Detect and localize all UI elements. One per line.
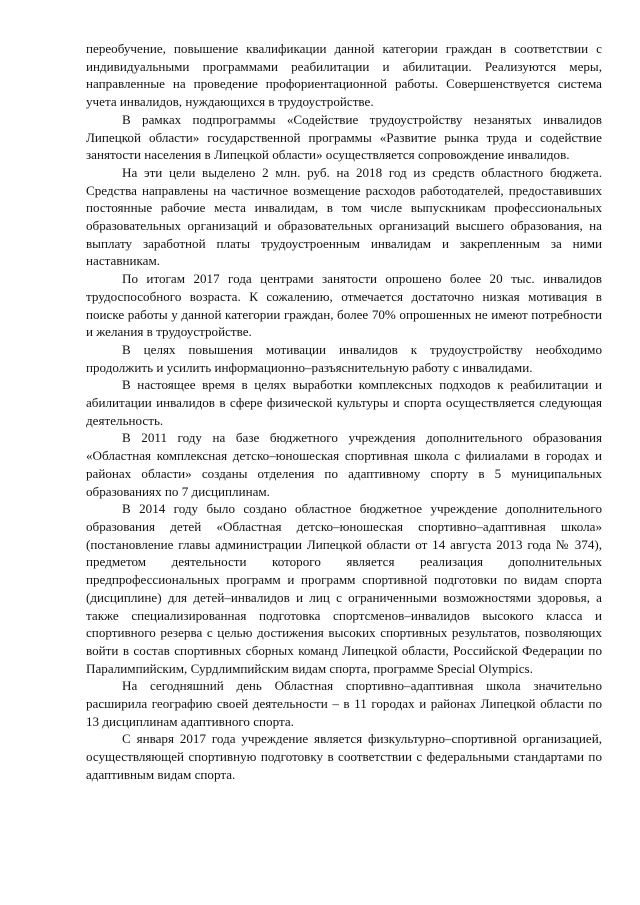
document-page — [86, 40, 602, 784]
paragraph-4: По итогам 2017 года центрами занятости опрошено более 20 тыс. инвалидов трудоспособного возраста. К сожалению, отмечается достаточно низкая мотивация в поиске работы у данной категории граждан, более 70% опрошенных не имеют потребности и желания в трудоустройстве. — [86, 271, 602, 340]
paragraph-8: В 2014 году было создано областное бюджетное учреждение дополнительного образования детей «Областная детско–юношеская спортивно–адаптивная школа» (постановление главы администрации Липецкой области от 14 августа 2013 года № 374), предметом деятельности которого является реализация дополнительных предпрофессиональных программ и программ спортивной подготовки по видам спорта (дисциплине) для детей–инвалидов и лиц с ограниченными возможностями здоровья, а также специализированная подготовка спортсменов–инвалидов высокого класса и спортивного резерва с целью достижения высоких спортивных результатов, позволяющих войти в состав спортивных сборных команд Липецкой области, Российской Федерации по Паралимпийским, Сурдлимпийским видам спорта, программе Special Olympics. — [86, 501, 602, 676]
paragraph-5: В целях повышения мотивации инвалидов к трудоустройству необходимо продолжить и усилить информационно–разъяснительную работу с инвалидами. — [86, 341, 602, 375]
paragraph-3: На эти цели выделено 2 млн. руб. на 2018 год из средств областного бюджета. Средства направлены на частичное возмещение расходов работодателей, предоставивших постоянные рабочие места инвалидам, в том числе выпускникам профессиональных образовательных организаций и образовательных организаций высшего образования, на выплату заработной платы трудоустроенным инвалидам и закрепленным за ними наставникам. — [86, 164, 602, 269]
paragraph-10: С января 2017 года учреждение является физкультурно–спортивной организацией, осуществляющей спортивную подготовку в соответствии с федеральными стандартами по адаптивным видам спорта. — [86, 731, 602, 782]
paragraph-7: В 2011 году на базе бюджетного учреждения дополнительного образования «Областная комплексная детско–юношеская спортивная школа с филиалами в городах и районах области» созданы отделения по адаптивному спорту в 5 муниципальных образованиях по 7 дисциплинам. — [86, 430, 602, 499]
paragraph-1: переобучение, повышение квалификации данной категории граждан в соответствии с индивидуальными программами реабилитации и абилитации. Реализуются меры, направленные на проведение профориентационной работы. Совершенствуется система учета инвалидов, нуждающихся в трудоустройстве. — [86, 41, 602, 110]
paragraph-2: В рамках подпрограммы «Содействие трудоустройству незанятых инвалидов Липецкой области» государственной программы «Развитие рынка труда и содействие занятости населения в Липецкой области» осуществляется сопровождение инвалидов. — [86, 111, 602, 163]
paragraph-9: На сегодняшний день Областная спортивно–адаптивная школа значительно расширила географию своей деятельности – в 11 городах и районах Липецкой области по 13 дисциплинам адаптивного спорта. — [86, 678, 602, 729]
paragraph-6: В настоящее время в целях выработки комплексных подходов к реабилитации и абилитации инвалидов в сфере физической культуры и спорта осуществляется следующая деятельность. — [86, 377, 602, 428]
